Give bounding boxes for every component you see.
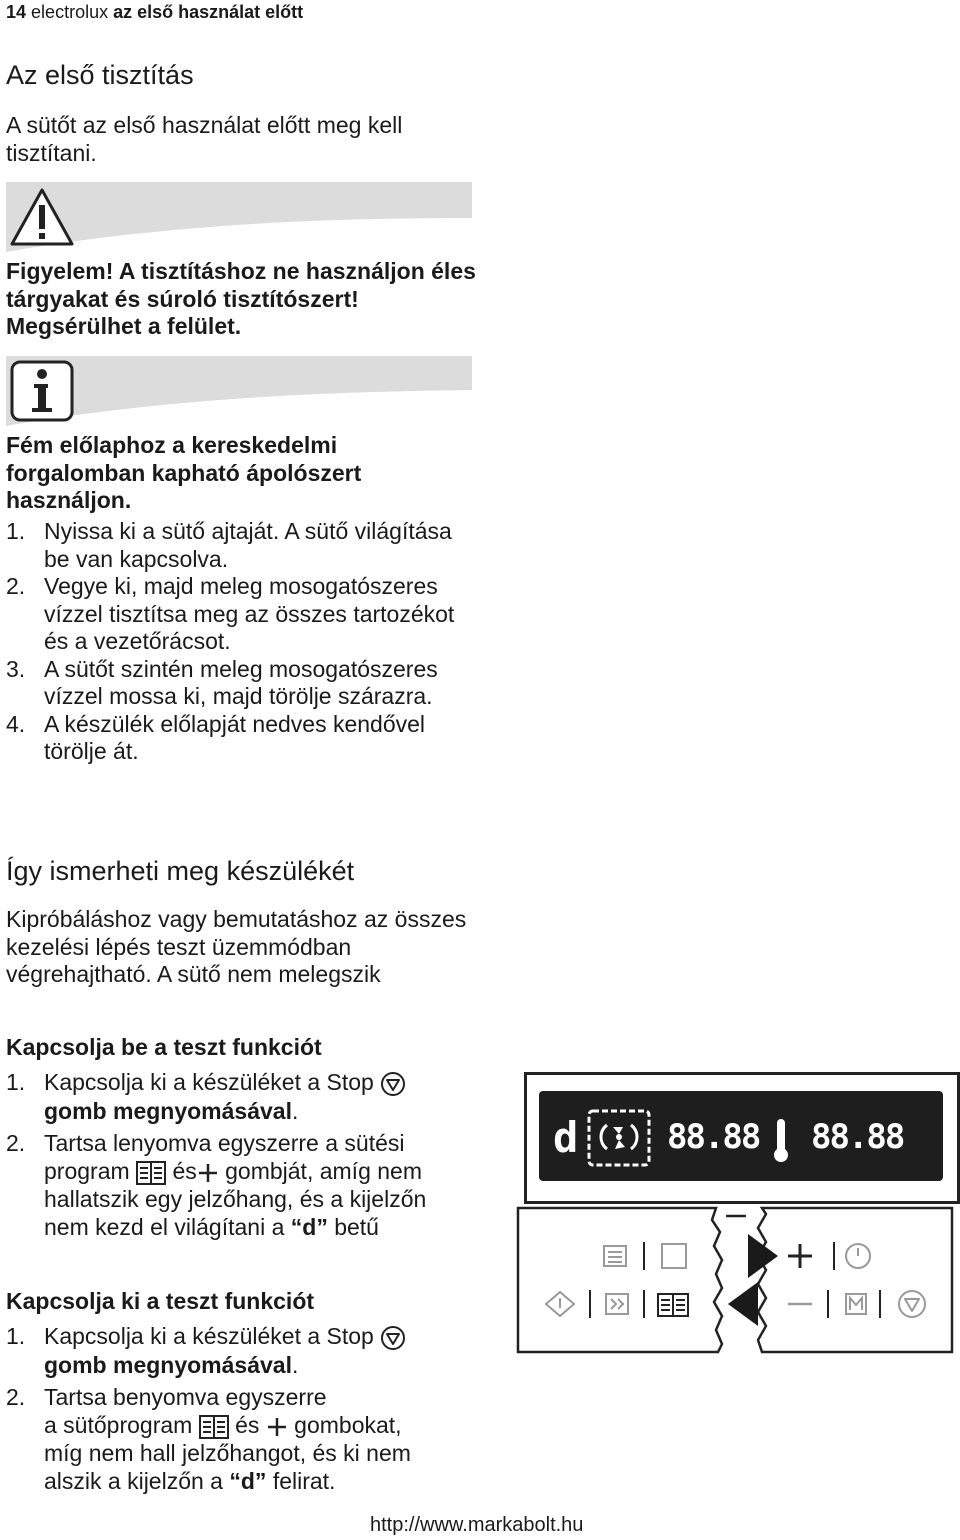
test-off-steps	[6, 1322, 506, 1495]
first-cleaning-title: Az első tisztítás	[6, 60, 194, 90]
quote-mark: “	[229, 1467, 241, 1494]
step-text: Tartsa lenyomva egyszerre a sütési	[44, 1129, 405, 1156]
quote-mark: ”	[254, 1467, 267, 1494]
button-panel-graphics	[516, 1206, 954, 1354]
oven-display-screen	[539, 1091, 943, 1181]
list-item	[6, 518, 476, 573]
fan-icon	[589, 1111, 649, 1165]
quote-mark: “	[290, 1213, 303, 1240]
brand-name: electrolux	[31, 2, 109, 22]
info-banner	[6, 356, 472, 426]
plus-icon	[197, 1162, 219, 1184]
warning-banner	[6, 182, 472, 252]
list-item	[6, 573, 476, 656]
step-text: és	[172, 1157, 197, 1184]
light-icon	[546, 1292, 574, 1316]
first-cleaning-intro: A sütőt az első használat előtt meg kell tisztítani.	[6, 112, 403, 166]
list-item	[6, 1322, 506, 1379]
step-number: 1.	[6, 1069, 26, 1095]
page-header	[6, 2, 303, 23]
footer-url: http://www.markabolt.hu	[370, 1514, 584, 1536]
display-letter: d	[553, 1113, 579, 1162]
program-icon	[136, 1161, 166, 1185]
oven-display-panel	[524, 1072, 960, 1204]
list-item	[6, 1129, 506, 1241]
display-letter: d	[240, 1467, 255, 1494]
list-item	[6, 1383, 506, 1495]
get-to-know-title: Így ismerheti meg készülékét	[6, 856, 355, 886]
warning-banner-shape	[6, 182, 472, 252]
memory-icon	[846, 1294, 866, 1314]
program-button-icon	[658, 1294, 688, 1316]
step-text: nem kezd el világítani a	[44, 1213, 285, 1240]
fast-heat-icon	[606, 1294, 628, 1314]
arrow-left-icon	[728, 1282, 758, 1326]
section-name: az első használat előtt	[113, 2, 304, 22]
thermometer-icon	[774, 1119, 788, 1162]
info-text: Fém előlaphoz a kereskedelmi forgalomban kapható ápolószert használjon.	[6, 432, 362, 513]
step-period: .	[291, 1097, 299, 1124]
square-icon	[662, 1244, 686, 1268]
step-text-bold: gomb megnyomásával	[44, 1351, 292, 1378]
plus-icon	[266, 1416, 288, 1438]
quote-mark: ”	[316, 1213, 328, 1240]
step-number: 4.	[6, 710, 26, 737]
step-text: Nyissa ki a sütő ajtaját. A sütő világítása be van kapcsolva.	[44, 518, 452, 572]
step-number: 2.	[6, 1383, 26, 1410]
warning-text: Figyelem! A tisztításhoz ne használjon éles tárgyakat és súroló tisztítószert! Megsérülhet a felület.	[6, 258, 476, 339]
test-on-steps	[6, 1068, 506, 1241]
step-text-bold: gomb megnyomásával	[44, 1097, 292, 1124]
cleaning-steps	[6, 518, 476, 766]
list-item	[6, 711, 476, 766]
stop-icon	[380, 1071, 406, 1097]
timer-icon	[846, 1244, 870, 1268]
test-off-title: Kapcsolja ki a teszt funkciót	[6, 1288, 315, 1314]
oven-button-panel	[516, 1206, 954, 1354]
stop-button-icon	[899, 1291, 925, 1317]
step-number: 1.	[6, 1323, 26, 1349]
step-text: hallatszik egy jelzőhang, és a kijelzőn	[44, 1185, 427, 1212]
get-to-know-intro: Kipróbáláshoz vagy bemutatáshoz az összes kezelési lépés teszt üzemmódban végrehajtható. A sütő nem melegszik	[6, 906, 467, 987]
step-text: betű	[334, 1213, 379, 1240]
step-text: Tartsa benyomva egyszerre	[44, 1383, 327, 1410]
step-text: felirat.	[272, 1467, 336, 1494]
step-period: .	[291, 1351, 299, 1378]
plus-button-icon	[788, 1244, 812, 1268]
step-text: és	[235, 1411, 260, 1438]
display-digits-2: 88.88	[811, 1117, 904, 1157]
step-text: A sütőt szintén meleg mosogatószeres vízzel mossa ki, majd törölje szárazra.	[44, 655, 438, 709]
test-on-title: Kapcsolja be a teszt funkciót	[6, 1034, 322, 1060]
info-icon	[12, 362, 72, 420]
program-list-icon	[604, 1246, 626, 1266]
arrow-right-icon	[748, 1234, 778, 1278]
list-item	[6, 656, 476, 711]
step-text: Kapcsolja ki a készüléket a Stop	[44, 1323, 374, 1349]
page-number: 14	[6, 2, 27, 22]
step-number: 2.	[6, 1129, 26, 1156]
step-number: 1.	[6, 518, 26, 544]
step-text: Vegye ki, majd meleg mosogatószeres vízzel tisztítsa meg az összes tartozékot és a vezetőrácsot.	[44, 573, 455, 654]
display-digits-1: 88.88	[667, 1117, 760, 1157]
list-item	[6, 1068, 506, 1125]
step-number: 2.	[6, 573, 26, 599]
step-text: Kapcsolja ki a készüléket a Stop	[44, 1069, 374, 1095]
step-text: program	[44, 1157, 130, 1184]
step-text: A készülék előlapját nedves kendővel törölje át.	[44, 710, 426, 764]
info-banner-shape	[6, 356, 472, 426]
step-text: alszik a kijelzőn a	[44, 1467, 223, 1494]
stop-icon	[380, 1325, 406, 1351]
step-number: 3.	[6, 655, 26, 682]
program-icon	[199, 1415, 229, 1439]
display-letter: d	[302, 1213, 317, 1240]
step-text: gombokat,	[294, 1411, 402, 1438]
step-text: míg nem hall jelzőhangot, és ki nem	[44, 1439, 411, 1466]
step-text: a sütőprogram	[44, 1411, 193, 1438]
step-text: gombját, amíg nem	[225, 1157, 422, 1184]
